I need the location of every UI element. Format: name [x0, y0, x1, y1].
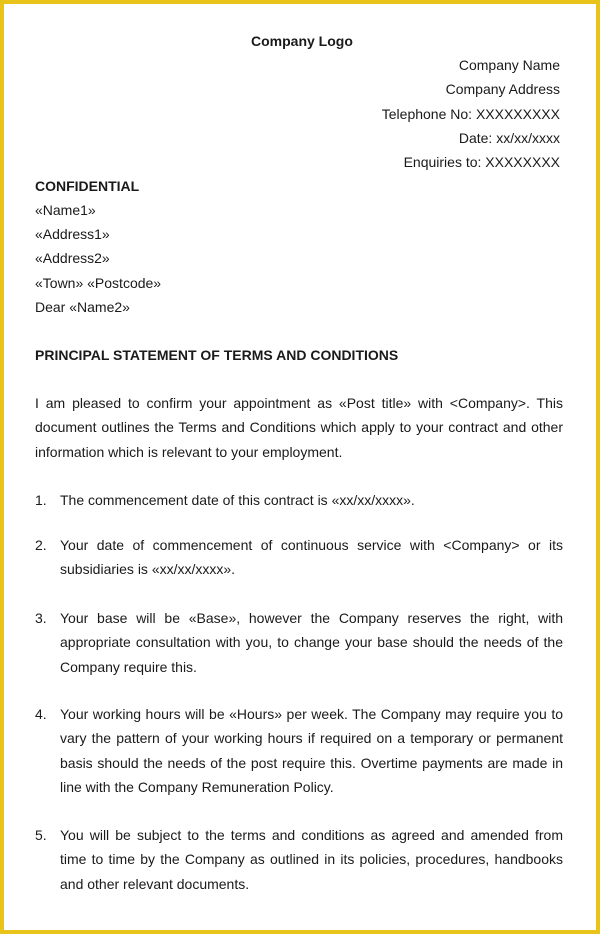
list-item-text: Your date of commencement of continuous service with <Company> or its subsidiaries is «xx/xx/xxxx».: [60, 537, 563, 578]
enquiries-contact: Enquiries to: XXXXXXXX: [403, 154, 560, 170]
company-address: Company Address: [445, 81, 560, 97]
list-item: [35, 702, 563, 799]
intro-paragraph: I am pleased to confirm your appointment as «Post title» with <Company>. This document outlines the Terms and Conditions which apply to your contract and other information which is relevant to your employment.: [35, 395, 563, 460]
list-item-number: 2.: [35, 537, 47, 553]
list-item-number: 3.: [35, 610, 47, 626]
letter-date: Date: xx/xx/xxxx: [458, 130, 560, 146]
telephone-number: Telephone No: XXXXXXXXX: [381, 106, 560, 122]
company-name: Company Name: [458, 57, 560, 73]
list-item-text: You will be subject to the terms and conditions as agreed and amended from time to time by the Company as outlined in its policies, procedures, handbooks and other relevant documents.: [60, 827, 563, 892]
list-item: [35, 488, 563, 512]
salutation: Dear «Name2»: [35, 299, 130, 315]
list-item-text: Your working hours will be «Hours» per week. The Company may require you to vary the pattern of your working hours if required on a temporary or permanent basis should the needs of the post require this. Overtime payments are made in line with the Company Remuneration Policy.: [60, 706, 563, 795]
list-item-text: The commencement date of this contract is «xx/xx/xxxx».: [60, 492, 415, 508]
recipient-name: «Name1»: [35, 202, 96, 218]
list-item: [35, 533, 563, 582]
recipient-address-2: «Address2»: [35, 250, 110, 266]
document-heading: PRINCIPAL STATEMENT OF TERMS AND CONDITIONS: [35, 347, 399, 363]
list-item-number: 5.: [35, 827, 47, 843]
list-item-number: 4.: [35, 706, 47, 722]
list-item-text: Your base will be «Base», however the Company reserves the right, with appropriate consultation with you, to change your base should the needs of the Company require this.: [60, 610, 563, 675]
list-item: [35, 606, 563, 679]
list-item: [35, 823, 563, 896]
list-item-number: 1.: [35, 492, 47, 508]
recipient-address-1: «Address1»: [35, 226, 110, 242]
confidential-label: CONFIDENTIAL: [35, 178, 140, 194]
recipient-town-postcode: «Town» «Postcode»: [35, 275, 162, 291]
company-logo-placeholder: Company Logo: [251, 33, 353, 49]
